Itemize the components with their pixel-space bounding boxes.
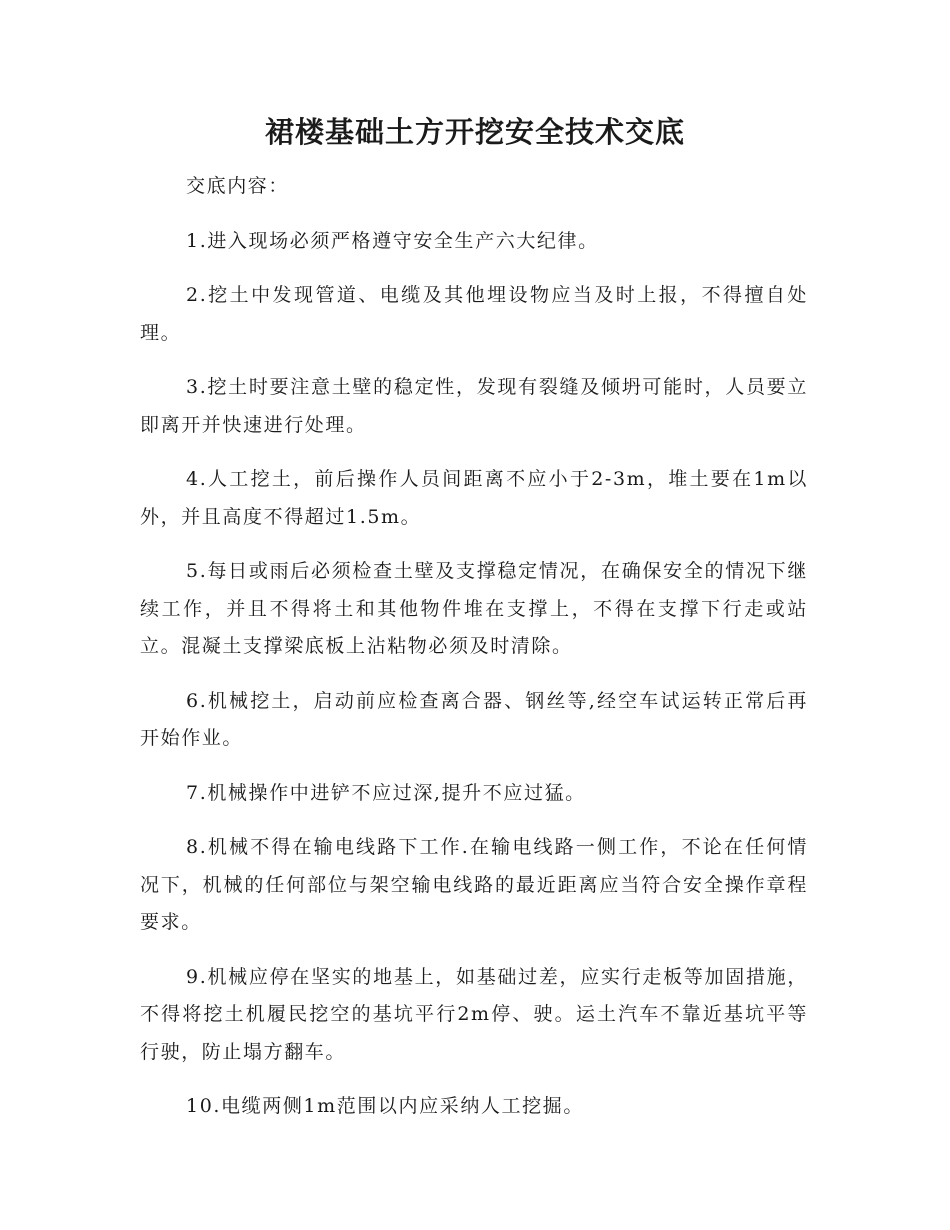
- rule-item-10: 10.电缆两侧1m范围以内应采纳人工挖掘。: [186, 1095, 584, 1117]
- rule-item-3: 3.挖土时要注意土壁的稳定性，发现有裂缝及倾坍可能时，人员要立即离开并快速进行处理。: [140, 376, 808, 436]
- document-body: [140, 168, 808, 1143]
- rule-item-7: 7.机械操作中进铲不应过深,提升不应过猛。: [186, 781, 586, 804]
- document-title: 裙楼基础土方开挖安全技术交底: [264, 115, 685, 149]
- rule-item-2: 2.挖土中发现管道、电缆及其他埋设物应当及时上报，不得擅自处理。: [140, 284, 808, 344]
- rule-item-4: 4.人工挖土，前后操作人员间距离不应小于2-3m，堆土要在1m以外，并且高度不得超过1.5m。: [140, 468, 808, 528]
- rule-item-5: 5.每日或雨后必须检查土壁及支撑稳定情况，在确保安全的情况下继续工作，并且不得将土和其他物件堆在支撑上，不得在支撑下行走或站立。混凝土支撑梁底板上沾粘物必须及时清除。: [140, 560, 808, 657]
- rule-item-9: 9.机械应停在坚实的地基上，如基础过差，应实行走板等加固措施，不得将挖土机履民挖空的基坑平行2m停、驶。运土汽车不靠近基坑平等行驶，防止塌方翻车。: [140, 965, 808, 1063]
- rule-item-1: 1.进入现场必须严格遵守安全生产六大纪律。: [186, 229, 599, 252]
- rule-item-6: 6.机械挖土，启动前应检查离合器、钢丝等,经空车试运转正常后再开始作业。: [140, 689, 808, 749]
- rule-item-8: 8.机械不得在输电线路下工作.在输电线路一侧工作，不论在任何情况下，机械的任何部位与架空输电线路的最近距离应当符合安全操作章程要求。: [140, 836, 808, 933]
- intro-label: 交底内容：: [186, 175, 290, 197]
